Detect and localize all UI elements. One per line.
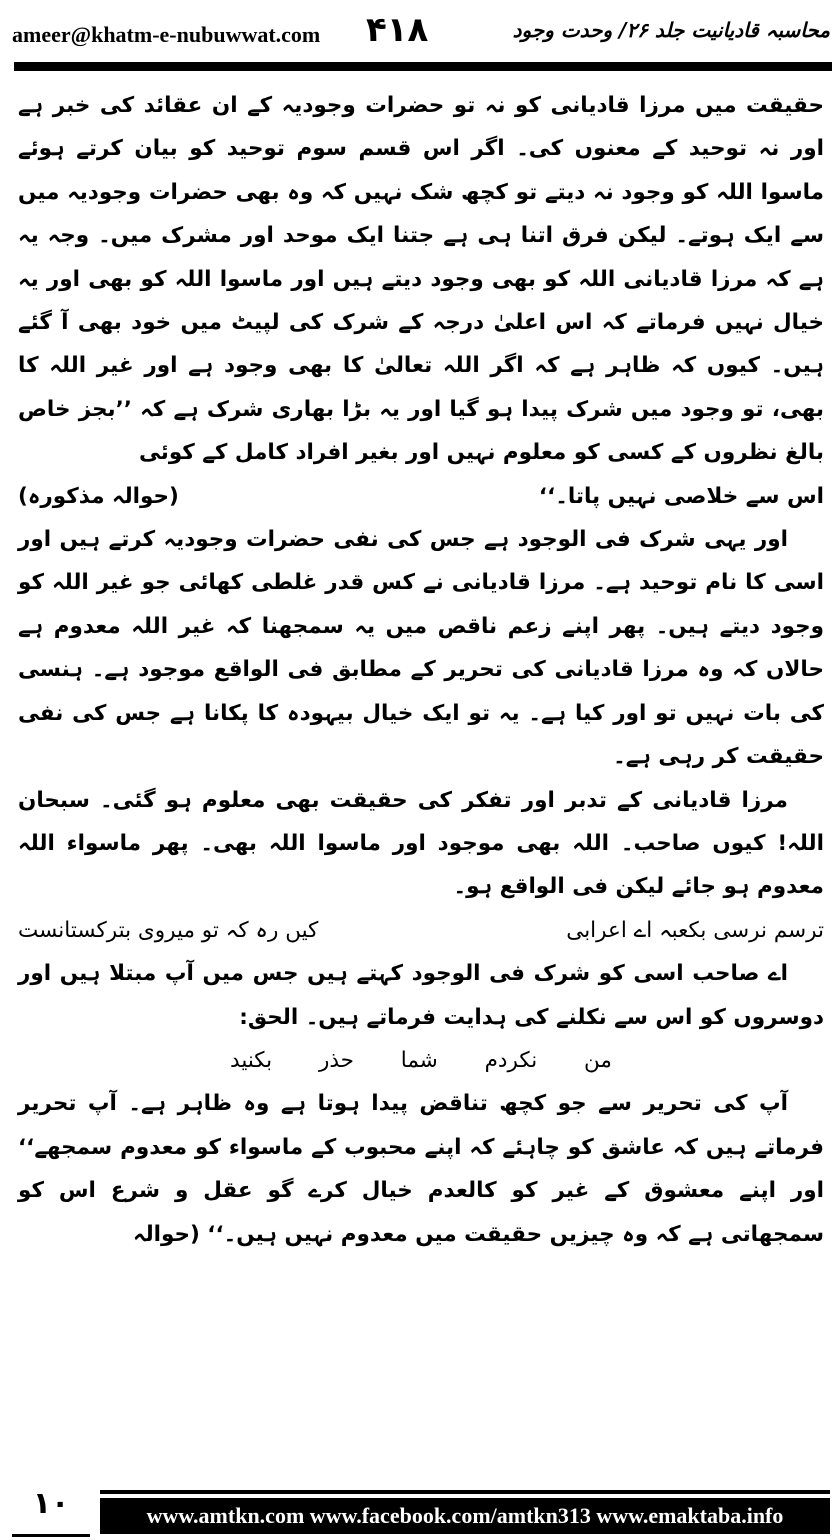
paragraph-1: حقیقت میں مرزا قادیانی کو نہ تو حضرات وجودیہ کے ان عقائد کی خبر ہے اور نہ توحید کے معنوں کی۔ اگر اس قسم سوم توحید کو بیان کرتے ہوئے ماسوا اللہ کو وجود نہ دیتے تو کچھ شک نہیں کہ وہ بھی حضرات وجودیہ میں سے ایک ہوتے۔ لیکن فرق اتنا ہی ہے جتنا ایک موحد اور مشرک میں۔ وجہ یہ ہے کہ مرزا قادیانی اللہ کو بھی وجود دیتے ہیں اور ماسوا اللہ کو بھی اور یہ خیال نہیں فرماتے کہ اس اعلیٰ درجہ کے شرک کی لپیٹ میں خود بھی آ گئے ہیں۔ کیوں کہ ظاہر ہے کہ اگر اللہ تعالیٰ کا بھی وجود ہے اور غیر اللہ کا بھی، تو وجود میں شرک پیدا ہو گیا اور یہ بڑا بھاری شرک ہے کہ ’’بجز خاص بالغ نظروں کے کسی کو معلوم نہیں اور بغیر افراد کامل کے کوئی [18, 93, 824, 466]
header-book-title: محاسبہ قادیانیت جلد ۲۶/ وحدت وجود [512, 18, 830, 42]
header-divider [14, 62, 832, 71]
page-footer [0, 1482, 840, 1540]
reference-note: (حوالہ مذکورہ) [18, 483, 179, 509]
paragraph-4: اے صاحب اسی کو شرک فی الوجود کہتے ہیں جس میں آپ مبتلا ہیں اور دوسروں کو اس سے نکلنے کی ہدایت فرماتے ہیں۔ الحق: [18, 961, 824, 1030]
footer-links[interactable]: www.amtkn.com www.facebook.com/amtkn313 www.emaktaba.info [100, 1498, 830, 1534]
verse-1-first-hemistich: ترسم نرسی بکعبہ اے اعرابی [566, 917, 824, 943]
verse-1-second-hemistich: کیں رہ کہ تو میروی بترکستانست [18, 917, 319, 943]
page-body [18, 84, 824, 1256]
page-header [0, 0, 840, 66]
footer-divider [100, 1490, 830, 1494]
persian-verse-2: من نکردم شما حذر بکنید [230, 1047, 612, 1073]
persian-verse-1 [18, 909, 824, 952]
paragraph-5: آپ کی تحریر سے جو کچھ تناقض پیدا ہوتا ہے وہ ظاہر ہے۔ آپ تحریر فرماتے ہیں کہ عاشق کو چاہئے کہ اپنے محبوب کے ماسواء کو معدوم سمجھے‘‘ اور اپنے معشوق کے غیر کو کالعدم خیال کرے گو عقل و شرع اس کو سمجھاتی ہے کہ وہ چیزیں حقیقت میں معدوم نہیں ہیں۔‘‘ (حوالہ [18, 1091, 824, 1247]
footer-page-number: ۱۰ [12, 1486, 90, 1537]
header-page-number: ۴۱۸ [366, 10, 429, 50]
paragraph-3: مرزا قادیانی کے تدبر اور تفکر کی حقیقت بھی معلوم ہو گئی۔ سبحان اللہ! کیوں صاحب۔ اللہ بھی موجود اور ماسوا اللہ بھی۔ پھر ماسواء اللہ معدوم ہو جائے لیکن فی الواقع ہو۔ [18, 787, 824, 900]
paragraph-1-closing [18, 475, 824, 518]
paragraph-1-end: اس سے خلاصی نہیں پاتا۔‘‘ [538, 483, 824, 509]
paragraph-2: اور یہی شرک فی الوجود ہے جس کی نفی حضرات وجودیہ کرتے ہیں اور اسی کا نام توحید ہے۔ مرزا قادیانی نے کس قدر غلطی کھائی جو غیر اللہ کو وجود دیتے ہیں۔ پھر اپنے زعم ناقص میں یہ سمجھنا کہ غیر اللہ معدوم ہے حالاں کہ وہ مرزا قادیانی کی تحریر کے مطابق فی الواقع موجود ہے۔ ہنسی کی بات نہیں تو اور کیا ہے۔ یہ تو ایک خیال بیہودہ کا پکانا ہے جس کی نفی حقیقت کر رہی ہے۔ [18, 527, 824, 770]
header-email[interactable]: ameer@khatm-e-nubuwwat.com [12, 22, 321, 47]
